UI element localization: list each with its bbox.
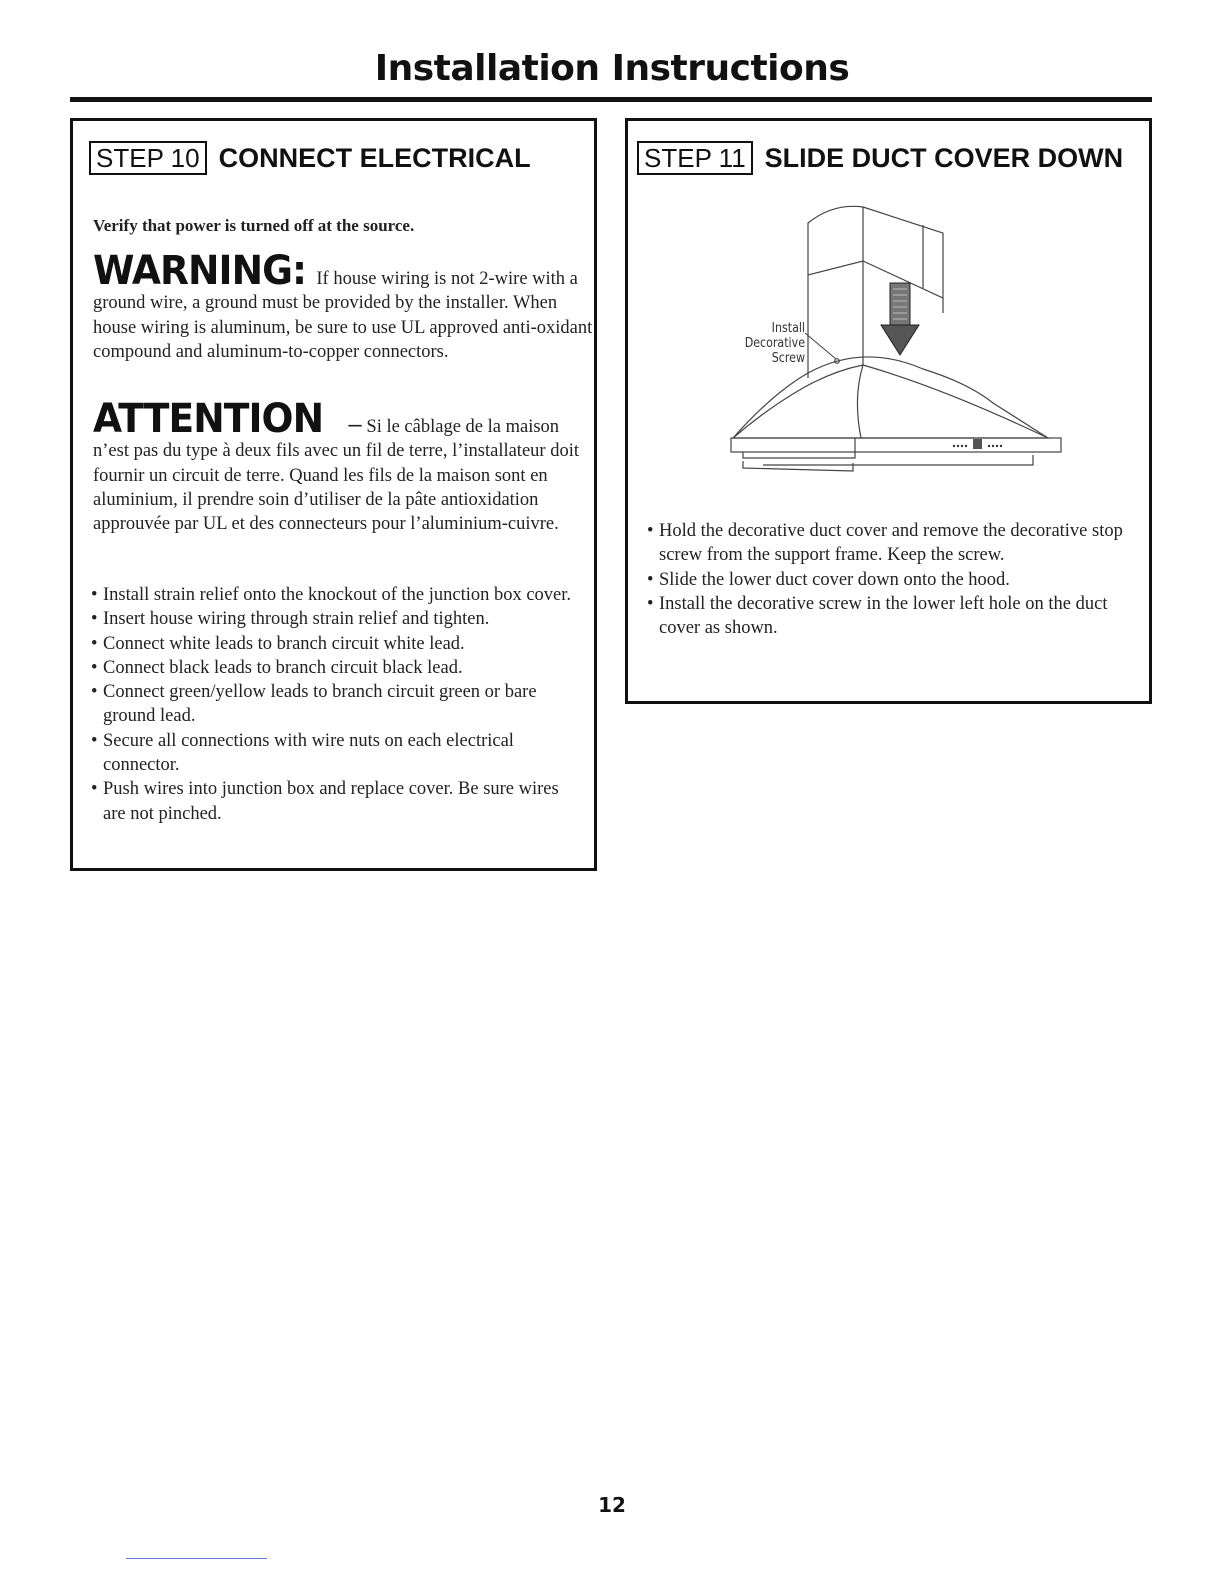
page-number: 12	[598, 1493, 626, 1517]
step-11-header	[637, 141, 1123, 175]
step-11-instructions	[647, 519, 1137, 640]
list-item	[91, 656, 581, 680]
list-item	[91, 583, 581, 607]
callout-line-1: Install	[771, 320, 805, 336]
list-item-text: Push wires into junction box and replace cover. Be sure wires are not pinched.	[103, 779, 559, 824]
step-11-panel	[625, 118, 1152, 704]
attention-text: Si le câblage de la maison n’est pas du type à deux fils avec un fil de terre, l’installateur doit fournir un circuit de terre. Quand les fils de la maison sont en aluminium, il prendre soin d’utiliser de la pâte antioxidation approuvée par UL et des connecteurs pour l’aluminium-cuivre.	[93, 417, 579, 535]
list-item	[647, 592, 1137, 641]
bullet-icon: •	[91, 730, 98, 751]
list-item-text: Install the decorative screw in the lower left hole on the duct cover as shown.	[659, 593, 1108, 639]
step-10-instructions	[91, 583, 581, 826]
list-item	[91, 777, 581, 826]
bullet-icon: •	[91, 682, 98, 703]
page-title: Installation Instructions	[374, 48, 850, 89]
list-item-text: Install strain relief onto the knockout of the junction box cover.	[103, 585, 572, 605]
control-buttons	[953, 439, 1002, 449]
slide-down-arrow-icon	[881, 283, 919, 355]
warning-paragraph	[93, 248, 593, 364]
list-item-text: Hold the decorative duct cover and remove the decorative stop screw from the support frame. Keep the screw.	[659, 521, 1123, 566]
list-item-text: Slide the lower duct cover down onto the hood.	[659, 569, 1010, 590]
list-item	[647, 568, 1137, 592]
warning-text: If house wiring is not 2-wire with a ground wire, a ground must be provided by the installer. When house wiring is aluminum, be sure to use UL approved anti-oxidant compound and aluminum-to-copper connectors.	[93, 269, 593, 362]
title-divider	[70, 97, 1152, 102]
step-11-label: STEP 11	[637, 141, 753, 175]
warning-heading: WARNING:	[93, 248, 307, 294]
bullet-icon: •	[91, 609, 98, 630]
attention-heading: ATTENTION	[93, 396, 324, 442]
bullet-icon: •	[647, 521, 654, 541]
step-10-panel	[70, 118, 597, 871]
verify-power-note: Verify that power is turned off at the source.	[93, 216, 415, 235]
list-item	[91, 680, 581, 729]
screw-leader-line	[805, 333, 836, 359]
list-item-text: Connect green/yellow leads to branch circuit green or bare ground lead.	[103, 682, 537, 727]
step-10-title: CONNECT ELECTRICAL	[218, 142, 531, 173]
bullet-icon: •	[91, 779, 98, 800]
hood-front-panel	[731, 438, 1061, 452]
hood-illustration	[713, 193, 1073, 483]
list-item	[91, 632, 581, 656]
callout-line-2: Decorative	[744, 335, 805, 351]
bullet-icon: •	[91, 585, 98, 605]
footer-link-rule	[126, 1558, 267, 1559]
list-item	[91, 607, 581, 631]
list-item	[647, 519, 1137, 568]
attention-paragraph	[93, 396, 598, 536]
bullet-icon: •	[91, 657, 98, 678]
list-item-text: Connect white leads to branch circuit white lead.	[103, 633, 465, 654]
hood-canopy	[733, 357, 1048, 438]
list-item-text: Connect black leads to branch circuit black lead.	[103, 657, 463, 678]
step-10-header	[89, 141, 531, 175]
bullet-icon: •	[91, 633, 98, 654]
list-item	[91, 729, 581, 778]
bullet-icon: •	[647, 593, 654, 614]
attention-dash: –	[348, 411, 362, 438]
callout-line-3: Screw	[771, 350, 805, 366]
step-10-label: STEP 10	[89, 141, 207, 175]
figure-callout	[730, 321, 805, 366]
step-11-title: SLIDE DUCT COVER DOWN	[764, 142, 1124, 173]
bullet-icon: •	[647, 569, 654, 590]
list-item-text: Secure all connections with wire nuts on each electrical connector.	[103, 730, 514, 776]
list-item-text: Insert house wiring through strain relief and tighten.	[103, 609, 490, 630]
